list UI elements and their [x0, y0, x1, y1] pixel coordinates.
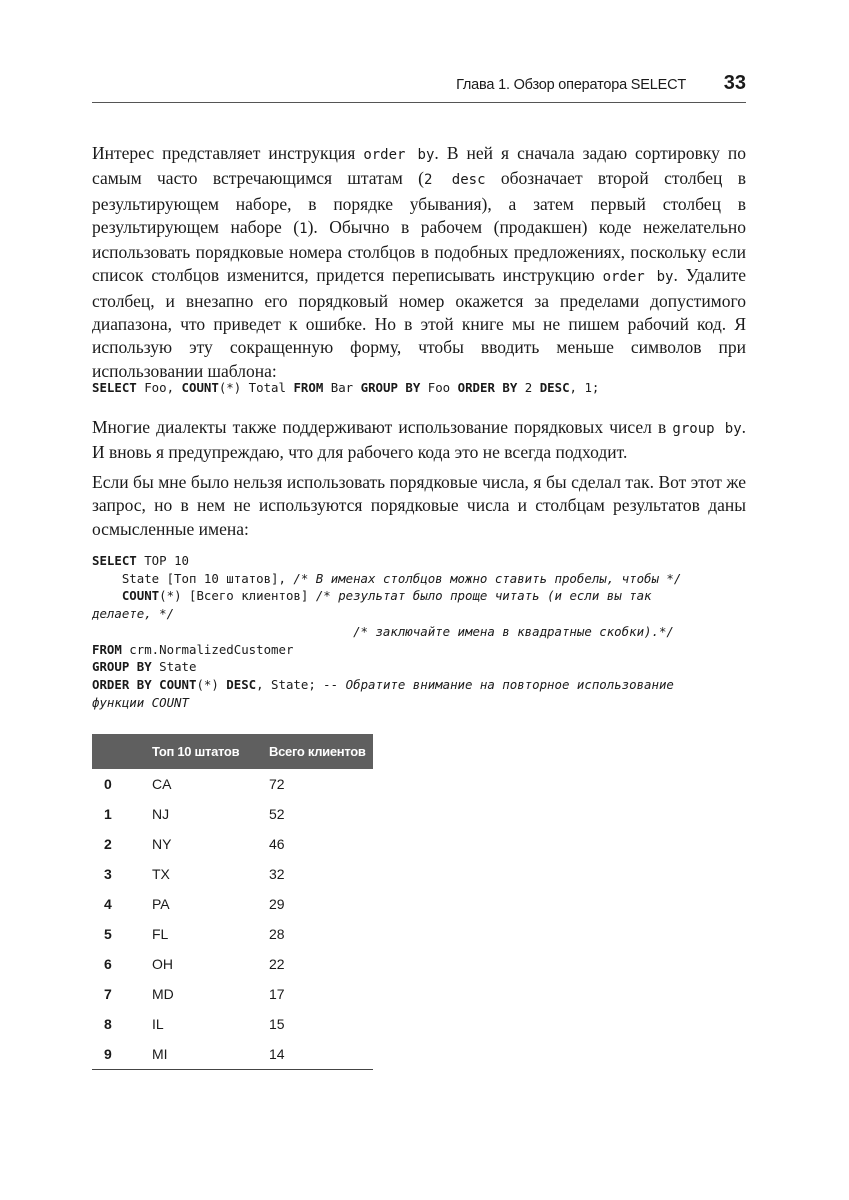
code-text: Foo — [420, 380, 458, 395]
result-table — [92, 734, 373, 1070]
table-row — [92, 769, 373, 799]
code-comment: /* В именах столбцов можно ставить пробелы, чтобы */ — [293, 570, 682, 586]
table-row — [92, 799, 373, 829]
row-index: 0 — [104, 776, 112, 792]
paragraph-group-by — [92, 416, 746, 465]
code-text: 2 — [517, 380, 540, 395]
row-index: 2 — [104, 836, 112, 852]
count-cell: 46 — [269, 836, 285, 852]
code-keyword: COUNT — [121, 588, 160, 604]
state-cell: PA — [152, 896, 170, 912]
state-cell: MI — [152, 1039, 269, 1070]
count-cell: 22 — [269, 956, 285, 972]
row-index: 3 — [104, 866, 112, 882]
code-text: , 1; — [569, 380, 600, 395]
code-text: TOP 10 — [136, 553, 189, 568]
row-index: 6 — [104, 956, 112, 972]
code-text: State [Топ 10 штатов], — [92, 570, 294, 586]
code-keyword: FROM — [92, 641, 122, 657]
count-cell: 29 — [269, 896, 285, 912]
row-index: 5 — [104, 926, 112, 942]
code-text: (*) Total — [218, 380, 294, 395]
code-keyword: ORDER BY — [457, 380, 518, 395]
code-comment: /* заключайте имена в квадратные скобки).*/ — [353, 623, 674, 639]
text-run: обозначает второй столбец в результирующем наборе, в порядке убывания), а затем первый столбец в результирующем наборе ( — [92, 168, 746, 237]
table-row — [92, 1009, 373, 1039]
inline-code: 2 desc — [423, 172, 486, 189]
count-cell: 28 — [269, 926, 285, 942]
count-cell: 32 — [269, 866, 285, 882]
code-keyword: FROM — [293, 380, 324, 395]
column-header-customers: Всего клиентов — [269, 744, 366, 759]
code-keyword: DESC — [226, 676, 257, 692]
text-run: . Удалите столбец, и внезапно его порядковый номер окажется за пределами допустимого диапазона, что приведет к ошибке. Но в этой книге мы не пишем рабочий код. Я использую эту сокращенную форму, чтобы вводить меньше символов при использовании шаблона: — [92, 265, 746, 381]
inline-code: order by — [363, 147, 435, 163]
code-indent — [92, 588, 122, 603]
row-index: 7 — [104, 986, 112, 1002]
text-run: Многие диалекты также поддерживают использование порядковых чисел в — [92, 417, 673, 437]
state-cell: MD — [152, 986, 174, 1002]
count-cell: 17 — [269, 986, 285, 1002]
row-index: 9 — [92, 1039, 152, 1070]
count-cell: 52 — [269, 806, 285, 822]
table-row — [92, 919, 373, 949]
column-header-state: Топ 10 штатов — [152, 744, 240, 759]
code-comment: делаете, */ — [92, 606, 175, 622]
table-row — [92, 1039, 373, 1070]
table-row — [92, 859, 373, 889]
state-cell: OH — [152, 956, 173, 972]
code-keyword: GROUP BY — [360, 380, 421, 395]
row-index: 4 — [104, 896, 112, 912]
code-comment: -- Обратите внимание на повторное использование — [323, 676, 674, 692]
code-keyword: SELECT — [92, 553, 137, 568]
text-run: . И вновь я предупреждаю, что для рабочего кода это не всегда подходит. — [92, 417, 746, 463]
code-text: State — [151, 659, 197, 675]
code-text: Bar — [323, 380, 361, 395]
column-header-index — [92, 734, 152, 769]
code-block-top10-query — [92, 552, 762, 711]
row-index: 1 — [104, 806, 112, 822]
text-run: . В ней я сначала задаю сортировку по самым часто встречающимся штатам ( — [92, 143, 747, 189]
count-cell: 72 — [269, 776, 285, 792]
code-text: (*) [Всего клиентов] — [159, 588, 316, 604]
code-block-ordinal-query — [92, 379, 762, 397]
paragraph-named-columns: Если бы мне было нельзя использовать порядковые числа, я бы сделал так. Вот этот же запрос, но в нем не используются порядковые числа и столбцам результатов даны осмысленные имена: — [92, 472, 746, 539]
count-cell: 14 — [269, 1039, 373, 1070]
inline-code: group by — [672, 421, 742, 437]
code-text: , State; — [256, 676, 324, 692]
table-row — [92, 979, 373, 1009]
page-number: 33 — [723, 72, 746, 94]
table-row — [92, 829, 373, 859]
state-cell: IL — [152, 1016, 164, 1032]
code-text: crm.NormalizedCustomer — [121, 641, 294, 657]
code-comment: функции COUNT — [92, 694, 189, 710]
state-cell: NJ — [152, 806, 170, 822]
count-cell: 15 — [269, 1016, 285, 1032]
table-row — [92, 949, 373, 979]
state-cell: FL — [152, 926, 169, 942]
code-text: (*) — [196, 676, 227, 692]
state-cell: TX — [152, 866, 170, 882]
code-keyword: SELECT — [92, 380, 137, 395]
code-keyword: GROUP BY — [92, 659, 152, 675]
state-cell: CA — [152, 776, 172, 792]
paragraph-order-by — [92, 142, 746, 383]
table-header-row — [92, 734, 373, 769]
code-keyword: ORDER BY COUNT — [92, 676, 197, 692]
code-text: Foo, — [136, 380, 182, 395]
code-keyword: DESC — [539, 380, 570, 395]
row-index: 8 — [104, 1016, 112, 1032]
code-comment: /* результат было проще читать (и если вы так — [315, 588, 652, 604]
text-run: Интерес представляет инструкция — [92, 143, 364, 163]
inline-code: 1 — [299, 220, 308, 237]
code-indent — [92, 624, 353, 639]
chapter-title: Глава 1. Обзор оператора SELECT — [456, 77, 686, 93]
text-run: ). Обычно в рабочем (продакшен) коде нежелательно использовать порядковые номера столбцов в подобных предложениях, поскольку если список столбцов изменится, придется переписывать инструкцию — [92, 216, 746, 286]
inline-code: order by — [602, 269, 674, 286]
running-header — [92, 74, 746, 103]
table-row — [92, 889, 373, 919]
state-cell: NY — [152, 836, 172, 852]
code-keyword: COUNT — [181, 380, 219, 395]
